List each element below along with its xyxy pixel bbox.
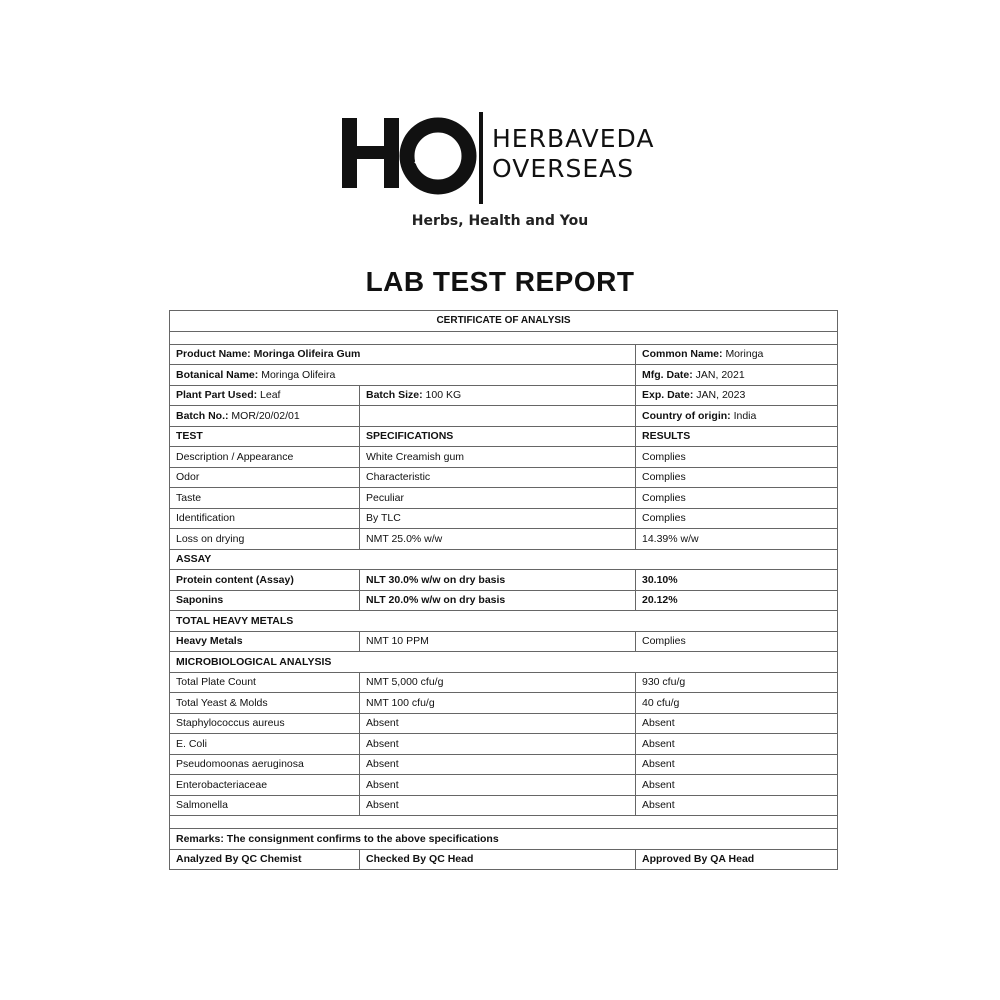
report-title: LAB TEST REPORT: [365, 266, 635, 297]
test-row: [170, 734, 838, 755]
product-row: [170, 344, 838, 365]
test-specification: Peculiar: [360, 488, 636, 509]
test-row: [170, 775, 838, 796]
plant-part-cell: [170, 385, 360, 406]
brand-line-2: OVERSEAS: [492, 154, 635, 183]
test-specification: NMT 10 PPM: [360, 631, 636, 652]
botanical-name-cell: [170, 365, 636, 386]
origin-cell: [636, 406, 838, 427]
company-logo: [336, 108, 666, 204]
test-name: Identification: [170, 508, 360, 529]
certificate-title: CERTIFICATE OF ANALYSIS: [170, 311, 838, 332]
test-specification: Absent: [360, 795, 636, 816]
common-name-label: Common Name:: [642, 348, 723, 361]
empty-cell: [360, 406, 636, 427]
test-result: 40 cfu/g: [636, 693, 838, 714]
analyzed-by: Analyzed By QC Chemist: [170, 849, 360, 870]
certificate-title-row: [170, 311, 838, 332]
test-name: Total Yeast & Molds: [170, 693, 360, 714]
test-result: 30.10%: [636, 570, 838, 591]
test-row: [170, 672, 838, 693]
brand-line-1: HERBAVEDA: [492, 124, 655, 153]
test-row: [170, 795, 838, 816]
test-row: [170, 529, 838, 550]
test-name: Enterobacteriaceae: [170, 775, 360, 796]
batch-size-label: Batch Size:: [366, 389, 423, 402]
batch-no-cell: [170, 406, 360, 427]
exp-date-value: JAN, 2023: [696, 389, 746, 402]
blank-row: [170, 331, 838, 344]
test-row: [170, 570, 838, 591]
test-result: Absent: [636, 734, 838, 755]
remarks: Remarks: The consignment confirms to the above specifications: [170, 829, 838, 850]
test-name: Pseudomoonas aeruginosa: [170, 754, 360, 775]
test-row: [170, 467, 838, 488]
origin-value: India: [733, 409, 757, 422]
test-result: 20.12%: [636, 590, 838, 611]
test-result: Absent: [636, 795, 838, 816]
heavy-metals-section-header: TOTAL HEAVY METALS: [170, 611, 838, 632]
test-specification: NLT 20.0% w/w on dry basis: [360, 590, 636, 611]
certificate-table: [169, 310, 838, 870]
column-header-results: RESULTS: [636, 426, 838, 447]
test-specification: White Creamish gum: [360, 447, 636, 468]
test-row: [170, 693, 838, 714]
plant-part-row: [170, 385, 838, 406]
test-name: Total Plate Count: [170, 672, 360, 693]
test-result: Complies: [636, 631, 838, 652]
product-name-cell: [170, 344, 636, 365]
test-row: [170, 754, 838, 775]
microbiological-section-header: MICROBIOLOGICAL ANALYSIS: [170, 652, 838, 673]
plant-part-label: Plant Part Used:: [176, 389, 258, 402]
exp-date-cell: [636, 385, 838, 406]
batch-no-label: Batch No.:: [176, 409, 229, 422]
botanical-row: [170, 365, 838, 386]
test-name: Staphylococcus aureus: [170, 713, 360, 734]
batch-no-value: MOR/20/02/01: [231, 409, 300, 422]
test-name: E. Coli: [170, 734, 360, 755]
test-specification: Absent: [360, 754, 636, 775]
batch-size-cell: [360, 385, 636, 406]
signoff-row: [170, 849, 838, 870]
test-row: [170, 590, 838, 611]
test-result: 14.39% w/w: [636, 529, 838, 550]
blank-row: [170, 816, 838, 829]
test-name: Salmonella: [170, 795, 360, 816]
column-header-specifications: SPECIFICATIONS: [360, 426, 636, 447]
exp-date-label: Exp. Date:: [642, 389, 694, 402]
test-row: [170, 508, 838, 529]
remarks-row: [170, 829, 838, 850]
botanical-name-value: Moringa Olifeira: [261, 368, 336, 381]
test-result: Complies: [636, 508, 838, 529]
test-name: Heavy Metals: [170, 631, 360, 652]
origin-label: Country of origin:: [642, 409, 731, 422]
microbiological-section-header-row: [170, 652, 838, 673]
test-specification: Absent: [360, 775, 636, 796]
test-row: [170, 631, 838, 652]
test-row: [170, 488, 838, 509]
test-name: Odor: [170, 467, 360, 488]
heavy-metals-section-header-row: [170, 611, 838, 632]
test-result: Complies: [636, 488, 838, 509]
approved-by: Approved By QA Head: [636, 849, 838, 870]
ho-logo-mark: [336, 108, 486, 204]
test-result: Complies: [636, 467, 838, 488]
product-name-value: Moringa Olifeira Gum: [253, 348, 361, 361]
mfg-date-label: Mfg. Date:: [642, 368, 693, 381]
test-row: [170, 447, 838, 468]
mfg-date-value: JAN, 2021: [695, 368, 745, 381]
test-name: Protein content (Assay): [170, 570, 360, 591]
test-name: Saponins: [170, 590, 360, 611]
botanical-name-label: Botanical Name:: [176, 368, 259, 381]
test-specification: NMT 100 cfu/g: [360, 693, 636, 714]
assay-section-header-row: [170, 549, 838, 570]
test-name: Loss on drying: [170, 529, 360, 550]
test-result: 930 cfu/g: [636, 672, 838, 693]
column-header-test: TEST: [170, 426, 360, 447]
assay-section-header: ASSAY: [170, 549, 838, 570]
common-name-cell: [636, 344, 838, 365]
test-specification: Absent: [360, 734, 636, 755]
checked-by: Checked By QC Head: [360, 849, 636, 870]
plant-part-value: Leaf: [260, 389, 281, 402]
test-specification: Absent: [360, 713, 636, 734]
mfg-date-cell: [636, 365, 838, 386]
test-result: Complies: [636, 447, 838, 468]
brand-name: [492, 124, 654, 184]
batch-size-value: 100 KG: [425, 389, 462, 402]
test-name: Description / Appearance: [170, 447, 360, 468]
column-header-row: [170, 426, 838, 447]
test-specification: NMT 25.0% w/w: [360, 529, 636, 550]
tagline: Herbs, Health and You: [411, 213, 589, 229]
test-row: [170, 713, 838, 734]
test-result: Absent: [636, 775, 838, 796]
test-specification: By TLC: [360, 508, 636, 529]
test-specification: NMT 5,000 cfu/g: [360, 672, 636, 693]
product-name-label: Product Name:: [176, 348, 251, 361]
batch-no-row: [170, 406, 838, 427]
test-result: Absent: [636, 713, 838, 734]
test-specification: NLT 30.0% w/w on dry basis: [360, 570, 636, 591]
test-name: Taste: [170, 488, 360, 509]
test-specification: Characteristic: [360, 467, 636, 488]
common-name-value: Moringa: [725, 348, 764, 361]
test-result: Absent: [636, 754, 838, 775]
